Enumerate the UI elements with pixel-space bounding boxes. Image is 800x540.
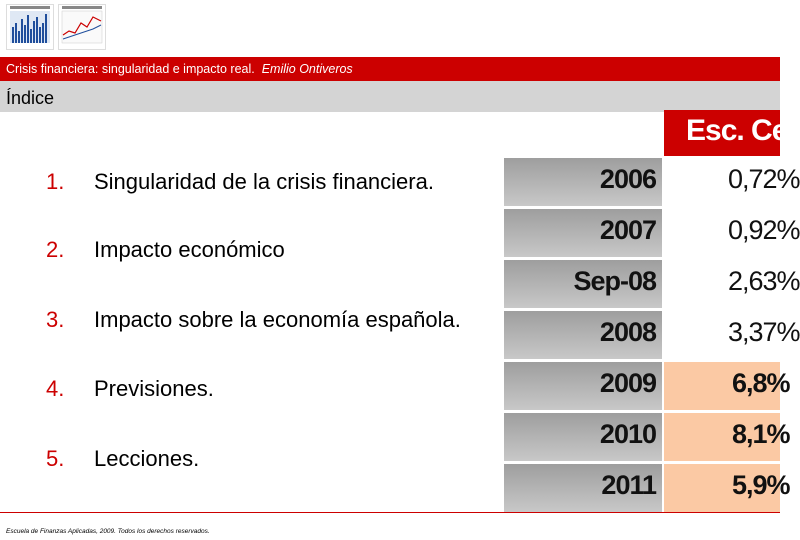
table-row [504,158,800,206]
value-cell [664,311,800,359]
year-cell [504,260,662,308]
value-label: 3,37% [728,317,800,347]
table-row [504,209,800,257]
value-label: 2,63% [728,266,800,296]
toc-label: Previsiones. [94,376,214,401]
toc-label: Singularidad de la crisis financiera. [94,169,434,194]
toc-number: 1. [46,169,65,194]
year-label: 2009 [599,368,656,398]
author-name: Emilio Ontiveros [261,62,353,76]
footer-divider [0,512,780,513]
presentation-title [6,62,353,76]
toc-number: 4. [46,376,65,401]
value-label: 0,72% [728,164,800,194]
year-cell [504,413,662,461]
table-row [504,413,790,461]
table-row [504,464,790,512]
title-bar [0,57,780,81]
section-bar [0,81,780,112]
year-cell [504,311,662,359]
toc-number: 3. [46,307,65,332]
value-label: 6,8% [732,368,790,398]
year-label: 2007 [599,215,656,245]
value-label: 8,1% [732,419,790,449]
year-label: 2008 [599,317,656,347]
thumbnail-chart-right [58,4,106,50]
table-row [504,260,800,308]
toc-item [0,446,520,486]
toc-item [0,237,520,277]
toc-item [0,169,520,209]
year-label: 2011 [601,470,656,500]
table-header [664,110,788,156]
toc-number: 2. [46,237,65,262]
year-label: 2006 [599,164,656,194]
title-text: Crisis financiera: singularidad e impacto real. [6,62,255,76]
value-cell-highlighted [664,464,790,512]
table-row [504,311,800,359]
value-cell [664,158,800,206]
table-row [504,362,790,410]
thumbnail-chart-left [6,4,54,50]
toc-label: Lecciones. [94,446,200,471]
thumbnail-charts [6,4,106,50]
footer-copyright: Escuela de Finanzas Aplicadas, 2009. Todos los derechos reservados. [6,528,210,535]
year-cell [504,209,662,257]
value-label: 5,9% [732,470,790,500]
section-title: Índice [6,88,55,108]
toc-number: 5. [46,446,65,471]
value-cell-highlighted [664,362,790,410]
table-header-label: Esc. Ce [686,114,788,147]
year-cell [504,158,662,206]
year-cell [504,362,662,410]
value-cell [664,209,800,257]
unemployment-table [504,110,800,514]
value-cell [664,260,800,308]
year-label: Sep-08 [573,266,656,296]
toc-label: Impacto económico [94,237,285,262]
value-cell-highlighted [664,413,790,461]
year-label: 2010 [599,419,656,449]
year-cell [504,464,662,512]
value-label: 0,92% [728,215,800,245]
toc-label: Impacto sobre la economía española. [94,307,461,332]
toc-item [0,376,520,416]
toc-item [0,307,520,347]
